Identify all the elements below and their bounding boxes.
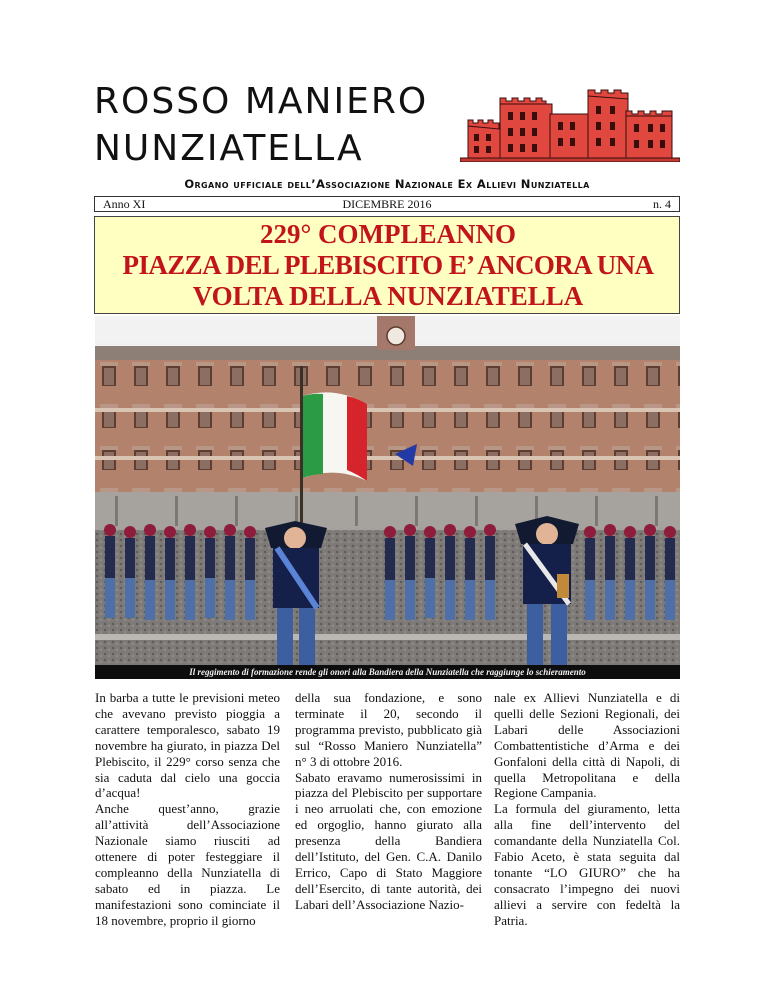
headline-line3: VOLTA DELLA NUNZIATELLA [192, 281, 584, 311]
article-paragraph: Anche quest’anno, grazie all’attività dell’Associazione Nazionale siamo riusciti ad ottenere di poter festeggiare il compleanno della Nunziatella di sabato ed in piazza. Le manifestazioni sono cominciate il 18 novembre, proprio il giorno [95, 801, 280, 928]
headline-line1: 229° COMPLEANNO [259, 219, 517, 249]
issue-bar [94, 196, 680, 212]
ceremony-photo [95, 316, 680, 665]
issue-number: n. 4 [653, 197, 671, 211]
issue-date: DICEMBRE 2016 [342, 197, 432, 211]
article-paragraph: Sabato eravamo numerosissimi in piazza del Plebiscito per supportare i neo arruolati che, con emozione ed orgoglio, hanno giurato alla presenza della Bandiera dell’Istituto, del Gen. C.A. Danilo Errico, Capo di Stato Maggiore dell’Esercito, di tante autorità, dei Labari dell’Associazione Nazio- [295, 769, 482, 912]
article-paragraph: In barba a tutte le previsioni meteo che avevano previsto pioggia a carattere temporalesco, sabato 19 novembre ha giurato, in piazza Del Plebiscito, il 229° corso senza che sia caduta dal cielo una goccia d’acqua! [95, 690, 280, 801]
article-column-2 [295, 690, 482, 913]
article-column-3 [494, 690, 680, 929]
castle-logo [460, 86, 680, 162]
article-paragraph: nale ex Allievi Nunziatella e di quelli delle Sezioni Regionali, dei Labari delle Associazioni Combattentistiche d’Arma e dei Gonfaloni della città di Napoli, di quella Metropolitana e della Regione Campania. [494, 690, 680, 801]
masthead-title [94, 78, 474, 172]
headline-box [94, 216, 680, 314]
masthead-title-line2: NUNZIATELLA [94, 128, 364, 169]
article-column-1 [95, 690, 280, 929]
issue-year: Anno XI [103, 197, 146, 211]
headline-line2: PIAZZA DEL PLEBISCITO E’ ANCORA UNA [122, 250, 654, 280]
article-paragraph: della sua fondazione, e sono terminate il 20, secondo il programma previsto, pubblicato già sul “Rosso Maniero Nunziatella” n° 3 di ottobre 2016. [295, 690, 482, 769]
article-paragraph: La formula del giuramento, letta alla fine dell’intervento del comandante della Nunziatella Col. Fabio Aceto, è stata seguita dal tonante “LO GIURO” che ha consacrato l’impegno dei nuovi allievi a servire con fedeltà la Patria. [494, 801, 680, 928]
masthead-title-line1: ROSSO MANIERO [94, 81, 429, 122]
masthead-subtitle: Organo ufficiale dell’Associazione Nazionale Ex Allievi Nunziatella [184, 177, 590, 191]
photo-caption: Il reggimento di formazione rende gli onori alla Bandiera della Nunziatella che raggiunge lo schieramento [95, 665, 680, 679]
